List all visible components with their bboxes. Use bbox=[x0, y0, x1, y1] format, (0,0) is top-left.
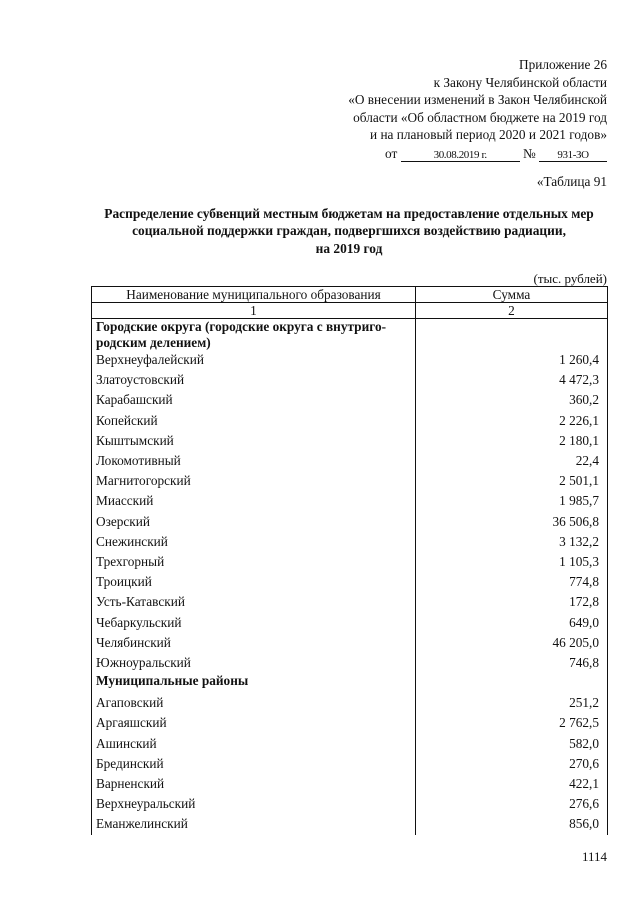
table-header-row bbox=[92, 287, 608, 303]
amount-value: 3 132,2 bbox=[416, 532, 608, 552]
section-header-row bbox=[92, 319, 608, 351]
table-row bbox=[92, 451, 608, 471]
table-label: «Таблица 91 bbox=[536, 174, 607, 189]
amount-value: 22,4 bbox=[416, 451, 608, 471]
municipality-name: Копейский bbox=[92, 411, 416, 431]
amount-value: 36 506,8 bbox=[416, 512, 608, 532]
municipality-name: Локомотивный bbox=[92, 451, 416, 471]
municipality-name: Варненский bbox=[92, 774, 416, 794]
section-sum-cell bbox=[416, 319, 608, 351]
amount-value: 649,0 bbox=[416, 613, 608, 633]
number-sign: № bbox=[522, 145, 536, 161]
title-line: социальной поддержки граждан, подвергшихся воздействию радиации, bbox=[132, 223, 566, 239]
table-row bbox=[92, 350, 608, 370]
amount-value: 4 472,3 bbox=[416, 370, 608, 390]
table-row bbox=[92, 572, 608, 592]
amount-value: 774,8 bbox=[416, 572, 608, 592]
municipality-name: Брединский bbox=[92, 754, 416, 774]
column-numbers-row bbox=[92, 303, 608, 319]
municipality-name: Златоустовский bbox=[92, 370, 416, 390]
municipality-name: Аргаяшский bbox=[92, 713, 416, 733]
municipality-name: Карабашский bbox=[92, 390, 416, 410]
municipality-name: Еманжелинский bbox=[92, 814, 416, 834]
amount-value: 2 226,1 bbox=[416, 411, 608, 431]
title-line: Распределение субвенций местным бюджетам на предоставление отдельных мер bbox=[104, 206, 594, 221]
municipality-name: Озерский bbox=[92, 512, 416, 532]
amount-value: 1 985,7 bbox=[416, 491, 608, 511]
column-number: 2 bbox=[416, 303, 608, 319]
amount-value: 746,8 bbox=[416, 653, 608, 673]
section-title: Муниципальные районы bbox=[92, 673, 416, 693]
table-row bbox=[92, 774, 608, 794]
municipality-name: Ашинский bbox=[92, 734, 416, 754]
municipality-name: Магнитогорский bbox=[92, 471, 416, 491]
header-line: Приложение 26 bbox=[519, 57, 607, 72]
table-row bbox=[92, 471, 608, 491]
municipality-name: Троицкий bbox=[92, 572, 416, 592]
header-line: к Закону Челябинской области bbox=[433, 74, 607, 90]
document-header bbox=[348, 56, 607, 162]
table-row bbox=[92, 411, 608, 431]
section-header-row bbox=[92, 673, 608, 693]
table-row bbox=[92, 754, 608, 774]
table-row bbox=[92, 693, 608, 713]
table-row bbox=[92, 532, 608, 552]
amount-value: 360,2 bbox=[416, 390, 608, 410]
page-number: 1114 bbox=[581, 849, 607, 864]
amount-value: 2 180,1 bbox=[416, 431, 608, 451]
header-line: «О внесении изменений в Закон Челябинской bbox=[348, 92, 607, 108]
amount-value: 1 105,3 bbox=[416, 552, 608, 572]
amount-value: 2 762,5 bbox=[416, 713, 608, 733]
amount-value: 1 260,4 bbox=[416, 350, 608, 370]
amount-value: 251,2 bbox=[416, 693, 608, 713]
table-row bbox=[92, 512, 608, 532]
municipality-name: Усть-Катавский bbox=[92, 592, 416, 612]
amount-value: 422,1 bbox=[416, 774, 608, 794]
municipality-name: Кыштымский bbox=[92, 431, 416, 451]
table-row bbox=[92, 431, 608, 451]
law-date: 30.08.2019 г. bbox=[401, 149, 520, 162]
subsidy-table bbox=[91, 286, 608, 835]
date-prefix: от bbox=[385, 145, 398, 161]
table-row bbox=[92, 552, 608, 572]
column-header-name: Наименование муниципального образования bbox=[92, 287, 416, 303]
municipality-name: Снежинский bbox=[92, 532, 416, 552]
table-row bbox=[92, 713, 608, 733]
column-header-sum: Сумма bbox=[416, 287, 608, 303]
municipality-name: Агаповский bbox=[92, 693, 416, 713]
title-line: на 2019 год bbox=[315, 240, 383, 256]
law-number: 931-ЗО bbox=[539, 149, 607, 162]
section-sum-cell bbox=[416, 673, 608, 693]
amount-value: 582,0 bbox=[416, 734, 608, 754]
units-label: (тыс. рублей) bbox=[533, 271, 607, 286]
municipality-name: Южноуральский bbox=[92, 653, 416, 673]
table-row bbox=[92, 734, 608, 754]
table-row bbox=[92, 592, 608, 612]
municipality-name: Трехгорный bbox=[92, 552, 416, 572]
amount-value: 172,8 bbox=[416, 592, 608, 612]
table-row bbox=[92, 653, 608, 673]
municipality-name: Чебаркульский bbox=[92, 613, 416, 633]
amount-value: 2 501,1 bbox=[416, 471, 608, 491]
table-row bbox=[92, 794, 608, 814]
column-number: 1 bbox=[92, 303, 416, 319]
municipality-name: Челябинский bbox=[92, 633, 416, 653]
table-row bbox=[92, 633, 608, 653]
municipality-name: Верхнеуфалейский bbox=[92, 350, 416, 370]
table-row bbox=[92, 491, 608, 511]
table-row bbox=[92, 613, 608, 633]
table-row bbox=[92, 814, 608, 834]
header-line: области «Об областном бюджете на 2019 год bbox=[353, 109, 607, 125]
table-body bbox=[92, 319, 608, 835]
table-row bbox=[92, 390, 608, 410]
amount-value: 856,0 bbox=[416, 814, 608, 834]
page-title bbox=[88, 205, 610, 257]
municipality-name: Верхнеуральский bbox=[92, 794, 416, 814]
municipality-name: Миасский bbox=[92, 491, 416, 511]
amount-value: 276,6 bbox=[416, 794, 608, 814]
table-row bbox=[92, 370, 608, 390]
amount-value: 270,6 bbox=[416, 754, 608, 774]
law-date-line bbox=[348, 145, 607, 163]
amount-value: 46 205,0 bbox=[416, 633, 608, 653]
section-title: Городские округа (городские округа с внутриго-родским делением) bbox=[92, 319, 416, 351]
header-line: и на плановый период 2020 и 2021 годов» bbox=[370, 127, 607, 143]
